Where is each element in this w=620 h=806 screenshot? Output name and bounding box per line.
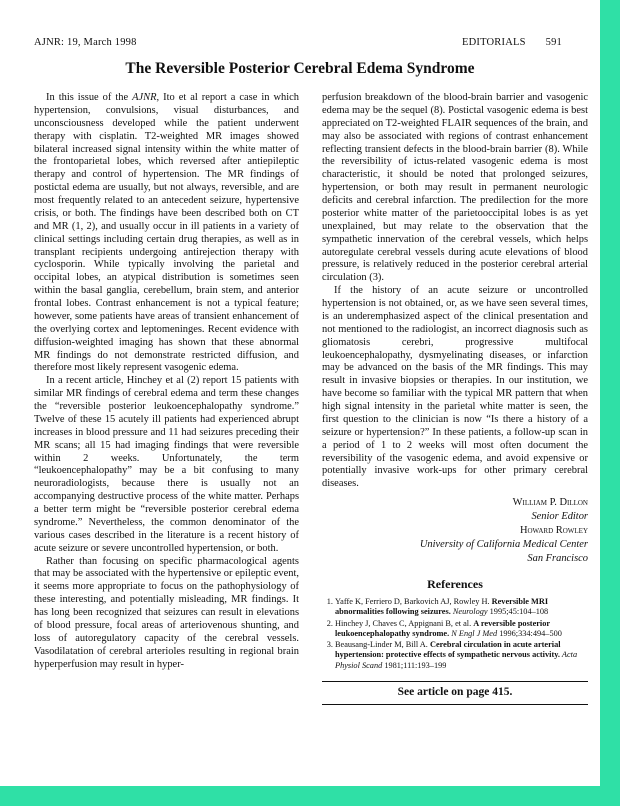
paragraph-1 (34, 92, 299, 375)
paragraph-4: If the history of an acute seizure or uncontrolled hypertension is not obtained, or, as we have seen several times, is an underemphasized aspect of the clinical presentation and not mentioned to the radiologist, an incorrect diagnosis such as gliomatosis cerebri, progressive multifocal leukoencephalopathy, dysmyelinating diseases, or infarction may be advanced on the basis of the MR findings. This may result in invasive biopsies or therapies. In our institution, we have become so familiar with the typical MR pattern that when high signal intensity in the parietal white matter is seen, the first question to the clinician is now “Is there a history of a seizure or hypertension?” In these patients, a follow-up scan in a period of 1 to 2 weeks will most often document the reversibility of the vasogenic edema, and avoid expensive or potentially invasive work-ups for other primary cerebral diseases. (322, 285, 588, 490)
city: San Francisco (527, 553, 588, 565)
author-2: Howard Rowley (519, 525, 588, 537)
journal-issue: AJNR: 19, March 1998 (34, 37, 137, 48)
paragraph-2: In a recent article, Hinchey et al (2) report 15 patients with similar MR findings of cerebral edema and term these changes the “reversible posterior leukoencephalopathy syndrome.” Twelve of these 15 acutely ill patients had experienced abrupt increases in blood pressure and 11 had seizures preceding their MR scans; all 15 had imaging findings that were reversible within 2 weeks. Unfortunately, the term “leukoencephalopathy” may be a bit confusing to many neuroradiologists, because there is usually not an accompanying destructive process of the white matter. Perhaps a better term might be “reversible posterior cerebral edema syndrome.” Nevertheless, the common denominator of the various cases described in the literature is a recent history of acute seizure or severe uncontrolled hypertension, or both. (34, 375, 299, 554)
author-1-role: Senior Editor (531, 511, 588, 523)
ref-title: A reversible posterior leukoencephalopathy syndrome. (335, 618, 550, 638)
ref-authors: Hinchey J, Chaves C, Appignani B, et al. (335, 618, 474, 628)
ref-cite: 1996;334:494–500 (497, 628, 562, 638)
section-name: EDITORIALS (462, 37, 526, 48)
left-column (34, 92, 299, 671)
reference-item (335, 640, 588, 671)
journal-name: AJNR, (132, 92, 160, 103)
p1-pre: In this issue of the (46, 92, 133, 103)
ref-journal: Acta Physiol Scand (335, 650, 578, 670)
section-and-page (442, 37, 562, 48)
references-list (322, 597, 588, 671)
page-number: 591 (545, 37, 562, 48)
references-heading: References (427, 577, 483, 592)
institution: University of California Medical Center (419, 539, 588, 551)
ref-cite: 1981;111:193–199 (382, 660, 447, 670)
p1-rest: Ito et al report a case in which hypertension, convulsions, visual disturbances, and unconsciousness developed while the patient underwent therapy with cisplatin. T2-weighted MR images showed bilateral increased signal intensity within the white matter of the frontoparietal lobes, which reversed after antiepileptic therapy and control of hypertension. The MR findings of postictal edema are usually, but not always, reversible, and are most frequently related to an antecedent seizure, hypertensive crisis, or both. The findings have been described both on CT and MR (1, 2), and usually occur in ill patients in a variety of clinical settings including certain drug therapies, as well as in transplant recipients undergoing antirejection therapy with cyclosporin. While typically involving the parietal and occipital lobes, an atypical distribution is sometimes seen within the basal ganglia, cerebellum, brain stem, and anterior frontal lobes. Contrast enhancement is not a typical feature; however, some patients have areas of transient enhancement of the overlying cortex and leptomeninges. Recent evidence with diffusion-weighted imaging has shown that these abnormal MR findings do not demonstrate restricted diffusion, and therefore most likely represent vasogenic edema. (34, 92, 299, 374)
article-title: The Reversible Posterior Cerebral Edema Syndrome (125, 60, 475, 77)
ref-journal: Neurology (450, 607, 488, 617)
see-article-note: See article on page 415. (322, 681, 588, 705)
reference-item (335, 619, 588, 640)
ref-title: Reversible MRI abnormalities following seizures. (335, 597, 549, 617)
reference-item (335, 597, 588, 618)
ref-authors: Beausang-Linder M, Bill A. (335, 640, 430, 650)
signature-block (322, 496, 588, 566)
ref-journal: N Engl J Med (449, 628, 498, 638)
author-1: William P. Dillon (512, 497, 588, 509)
paragraph-3: Rather than focusing on specific pharmacological agents that may be associated with the hypertensive or epileptic event, it seems more appropriate to focus on the pathophysiology of these interesting, and potentially misleading, MR findings. It has long been recognized that seizures can result in elevations of blood pressure, focal areas of arteriovenous shunting, and loss of autoregulatory capacity of the cerebral vessels. Vasodilatation of cerebral arterioles resulting in regional brain hyperperfusion may result in hyper- (34, 555, 299, 670)
ref-cite: 1995;45:104–108 (487, 607, 549, 617)
ref-authors: Yaffe K, Ferriero D, Barkovich AJ, Rowley H. (335, 597, 492, 606)
paragraph-3-continued: perfusion breakdown of the blood-brain barrier and vasogenic edema may be the sequel (8). Postictal vasogenic edema is best appreciated on T2-weighted FLAIR sequences of the brain, and may also be associated with regions of contrast enhancement reflecting transient defects in the blood-brain barrier (8). While the reversibility of ictus-related vasogenic edema is most characteristic, it should be noted that prolonged seizures, hypertension, or both may result in permanent neurologic deficits and cerebral infarction. The predilection for the more posterior white matter of the parietooccipital lobes is as yet unexplained, but may relate to the observation that the sympathetic innervation of the cerebral vessels, which helps autoregulate cerebral vessels during acute elevations of blood pressure, is relatively reduced in the posterior cerebral arterial circulation (3). (322, 92, 588, 284)
ref-title: Cerebral circulation in acute arterial hypertension: protective effects of sympathetic nervous activity. (335, 640, 561, 660)
right-column (322, 92, 588, 705)
